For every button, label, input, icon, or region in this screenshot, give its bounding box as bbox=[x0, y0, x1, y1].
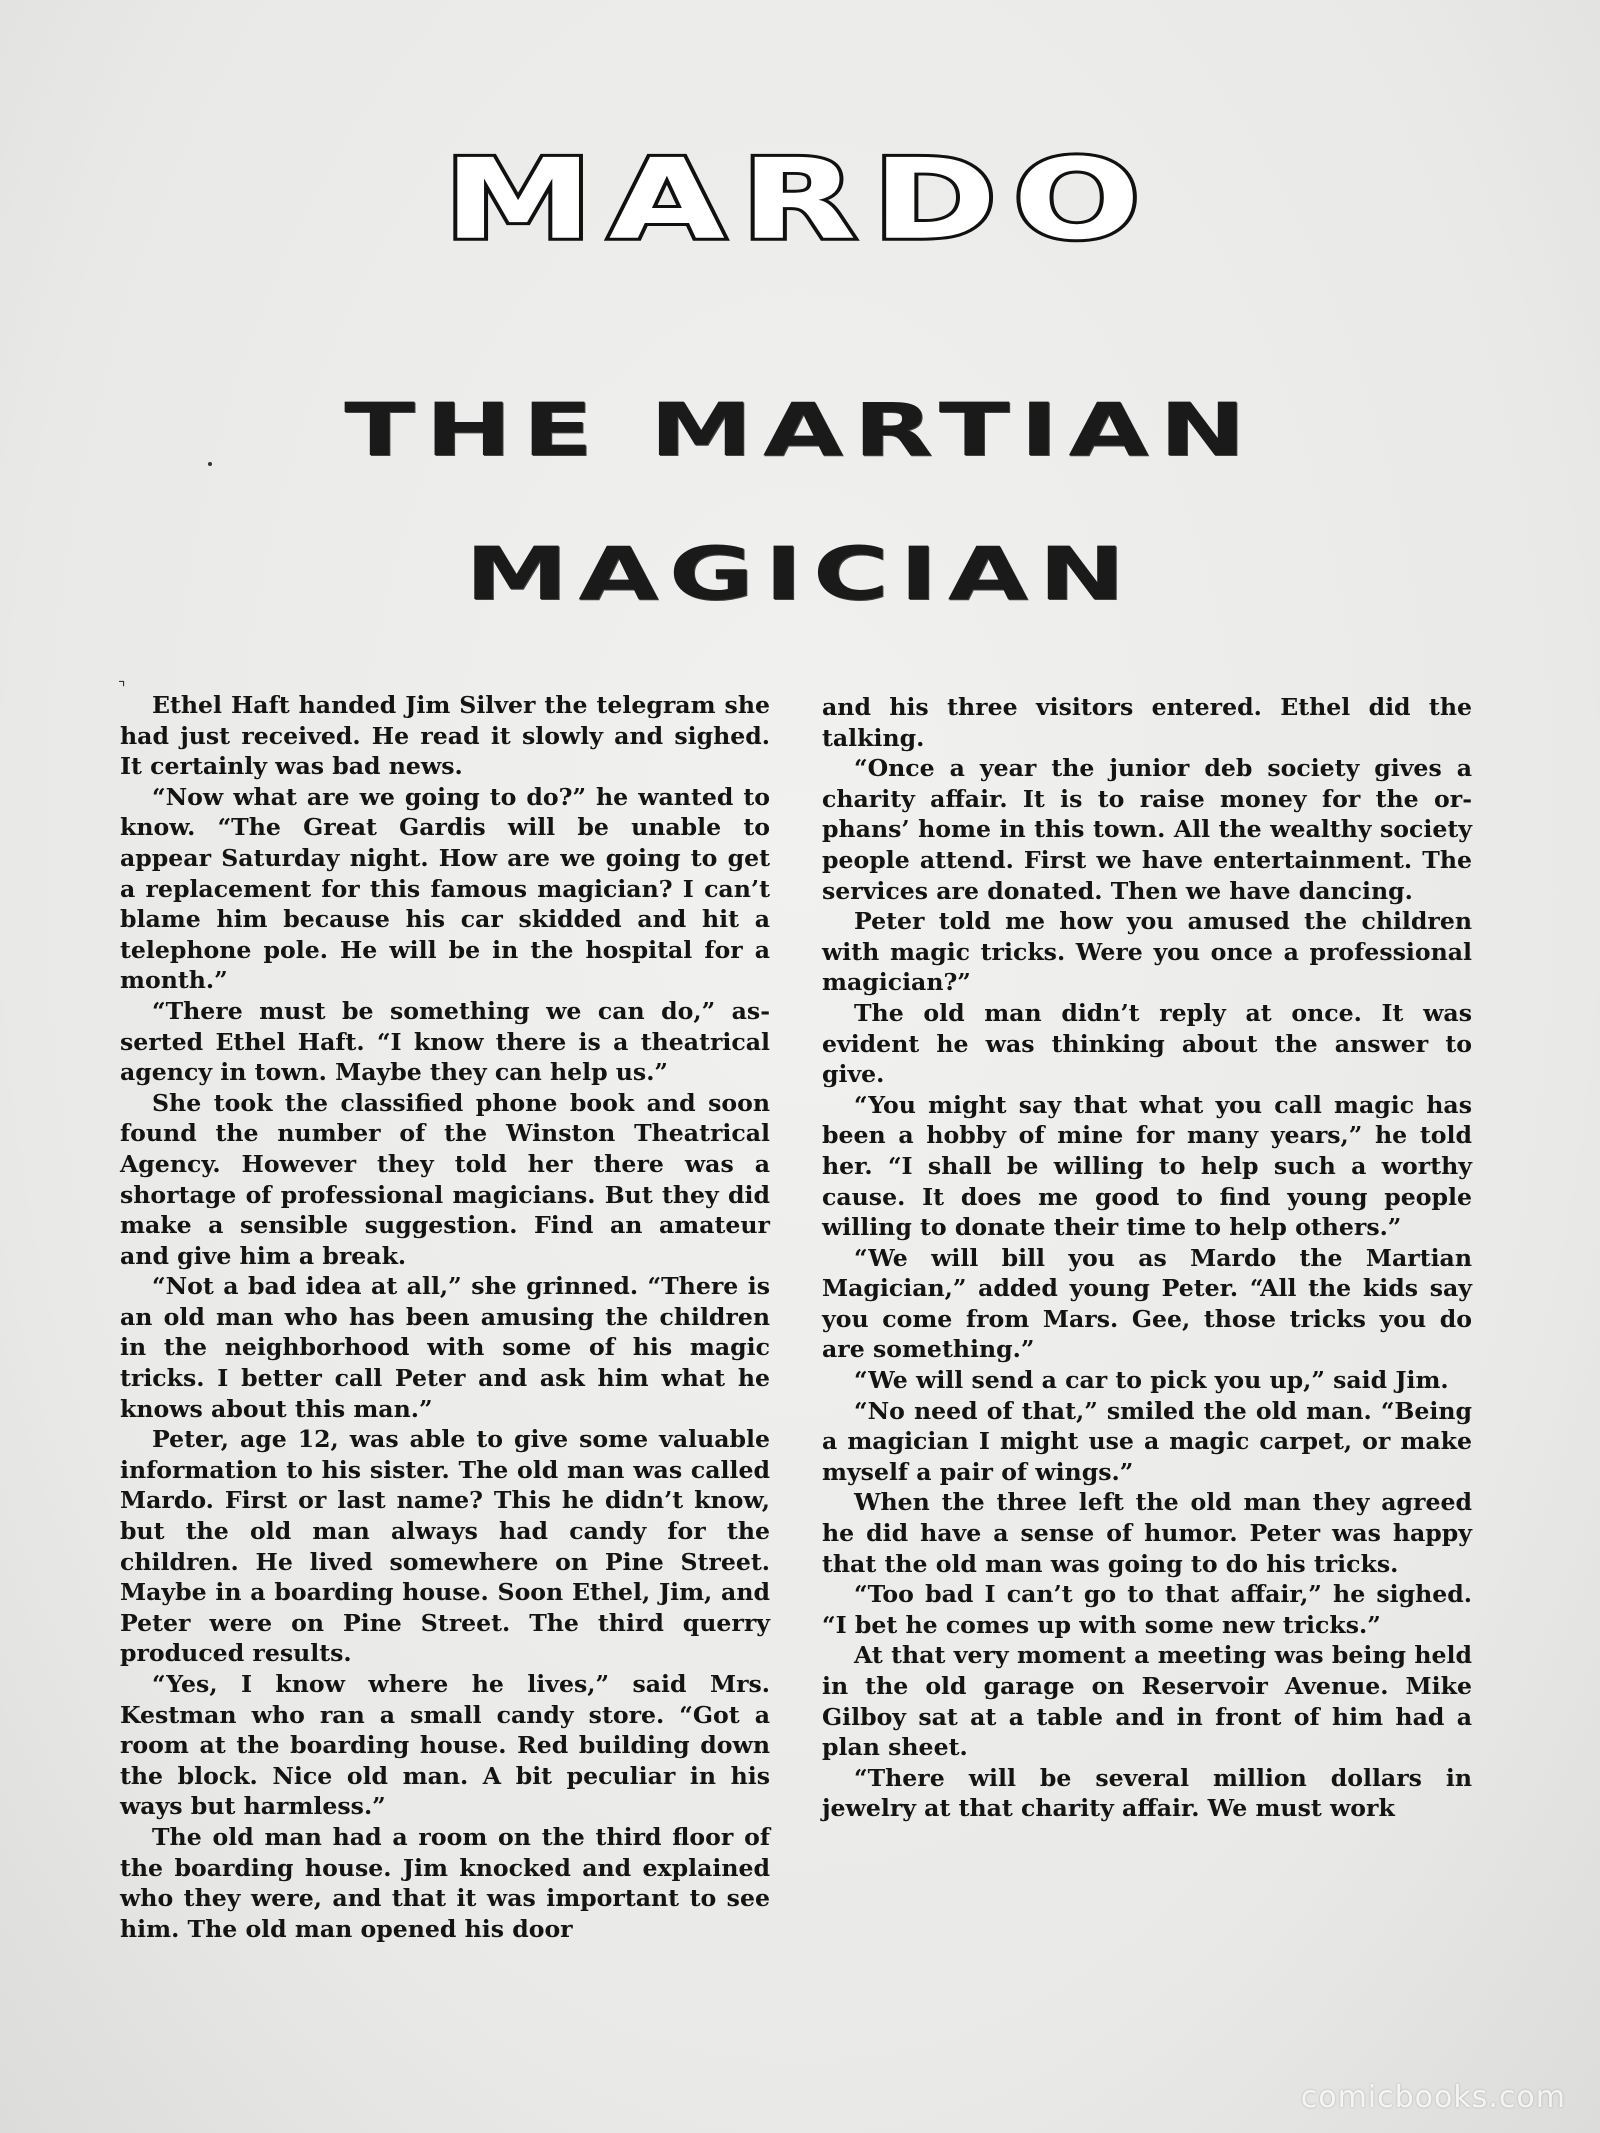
paragraph: “We will bill you as Mardo the Martian Magician,” added young Peter. “All the kids say you come from Mars. Gee, those tricks you do are something.” bbox=[822, 1243, 1472, 1364]
story-subtitle-line-1: THE MARTIAN bbox=[344, 387, 1256, 473]
right-text-column bbox=[822, 692, 1472, 1824]
paragraph: “There must be something we can do,” asserted Ethel Haft. “I know there is a theatrical agency in town. Maybe they can help us.” bbox=[120, 996, 770, 1087]
paragraph: “Now what are we going to do?” he wanted to know. “The Great Gardis will be unable to appear Saturday night. How are we going to get a replacement for this famous magician? I can’t blame him because his car skidded and hit a telephone pole. He will be in the hospital for a month.” bbox=[120, 782, 770, 995]
paragraph: The old man had a room on the third floor of the boarding house. Jim knocked and explained who they were, and that it was important to see him. The old man opened his door bbox=[120, 1822, 770, 1943]
watermark: comicbooks.com bbox=[1300, 2080, 1566, 2115]
left-text-column bbox=[120, 690, 770, 1944]
paragraph: “Too bad I can’t go to that affair,” he sighed. “I bet he comes up with some new tricks.” bbox=[822, 1580, 1472, 1639]
paragraph: The old man didn’t reply at once. It was evident he was thinking about the answer to give. bbox=[822, 998, 1472, 1089]
paragraph: “Not a bad idea at all,” she grinned. “There is an old man who has been amusing the children in the neighborhood with some of his magic tricks. I better call Peter and ask him what he knows about this man.” bbox=[120, 1272, 770, 1423]
ink-mark: ⌝ bbox=[118, 678, 126, 697]
paragraph: “No need of that,” smiled the old man. “Being a magician I might use a magic carpet, or make myself a pair of wings.” bbox=[822, 1396, 1472, 1486]
paragraph: and his three visitors entered. Ethel did the talking. bbox=[822, 693, 1472, 752]
story-subtitle-line-2: MAGICIAN bbox=[464, 531, 1136, 617]
paragraph: Peter told me how you amused the children with magic tricks. Were you once a professional magician?” bbox=[822, 907, 1472, 997]
paragraph: At that very moment a meeting was being held in the old garage on Reservoir Avenue. Mike Gilboy sat at a table and in front of him had a plan sheet. bbox=[822, 1641, 1472, 1762]
story-title: MARDO bbox=[443, 135, 1157, 265]
paragraph: “Once a year the junior deb society gives a charity affair. It is to raise money for the orphans’ home in this town. All the wealthy society people attend. First we have entertainment. The services are donated. Then we have dancing. bbox=[822, 754, 1472, 905]
paragraph: Ethel Haft handed Jim Silver the telegram she had just received. He read it slowly and sighed. It certainly was bad news. bbox=[120, 691, 770, 781]
paragraph: Peter, age 12, was able to give some valuable information to his sister. The old man was called Mardo. First or last name? This he didn’t know, but the old man always had candy for the children. He lived somewhere on Pine Street. Maybe in a boarding house. Soon Ethel, Jim, and Peter were on Pine Street. The third querry produced results. bbox=[120, 1425, 770, 1668]
paragraph: “You might say that what you call magic has been a hobby of mine for many years,” he told her. “I shall be willing to help such a worthy cause. It does me good to find young people willing to donate their time to help others.” bbox=[822, 1090, 1472, 1242]
paragraph: When the three left the old man they agreed he did have a sense of humor. Peter was happy that the old man was going to do his tricks. bbox=[822, 1488, 1472, 1578]
paragraph: “There will be several million dollars in jewelry at that charity affair. We must work bbox=[822, 1763, 1472, 1823]
paragraph: “We will send a car to pick you up,” said Jim. bbox=[854, 1366, 1449, 1395]
paragraph: She took the classified phone book and soon found the number of the Winston Theatrical Agency. However they told her there was a shortage of professional magicians. But they did make a sensible suggestion. Find an amateur and give him a break. bbox=[120, 1088, 770, 1270]
paragraph: “Yes, I know where he lives,” said Mrs. Kestman who ran a small candy store. “Got a room at the boarding house. Red building down the block. Nice old man. A bit peculiar in his ways but harmless.” bbox=[120, 1670, 770, 1821]
